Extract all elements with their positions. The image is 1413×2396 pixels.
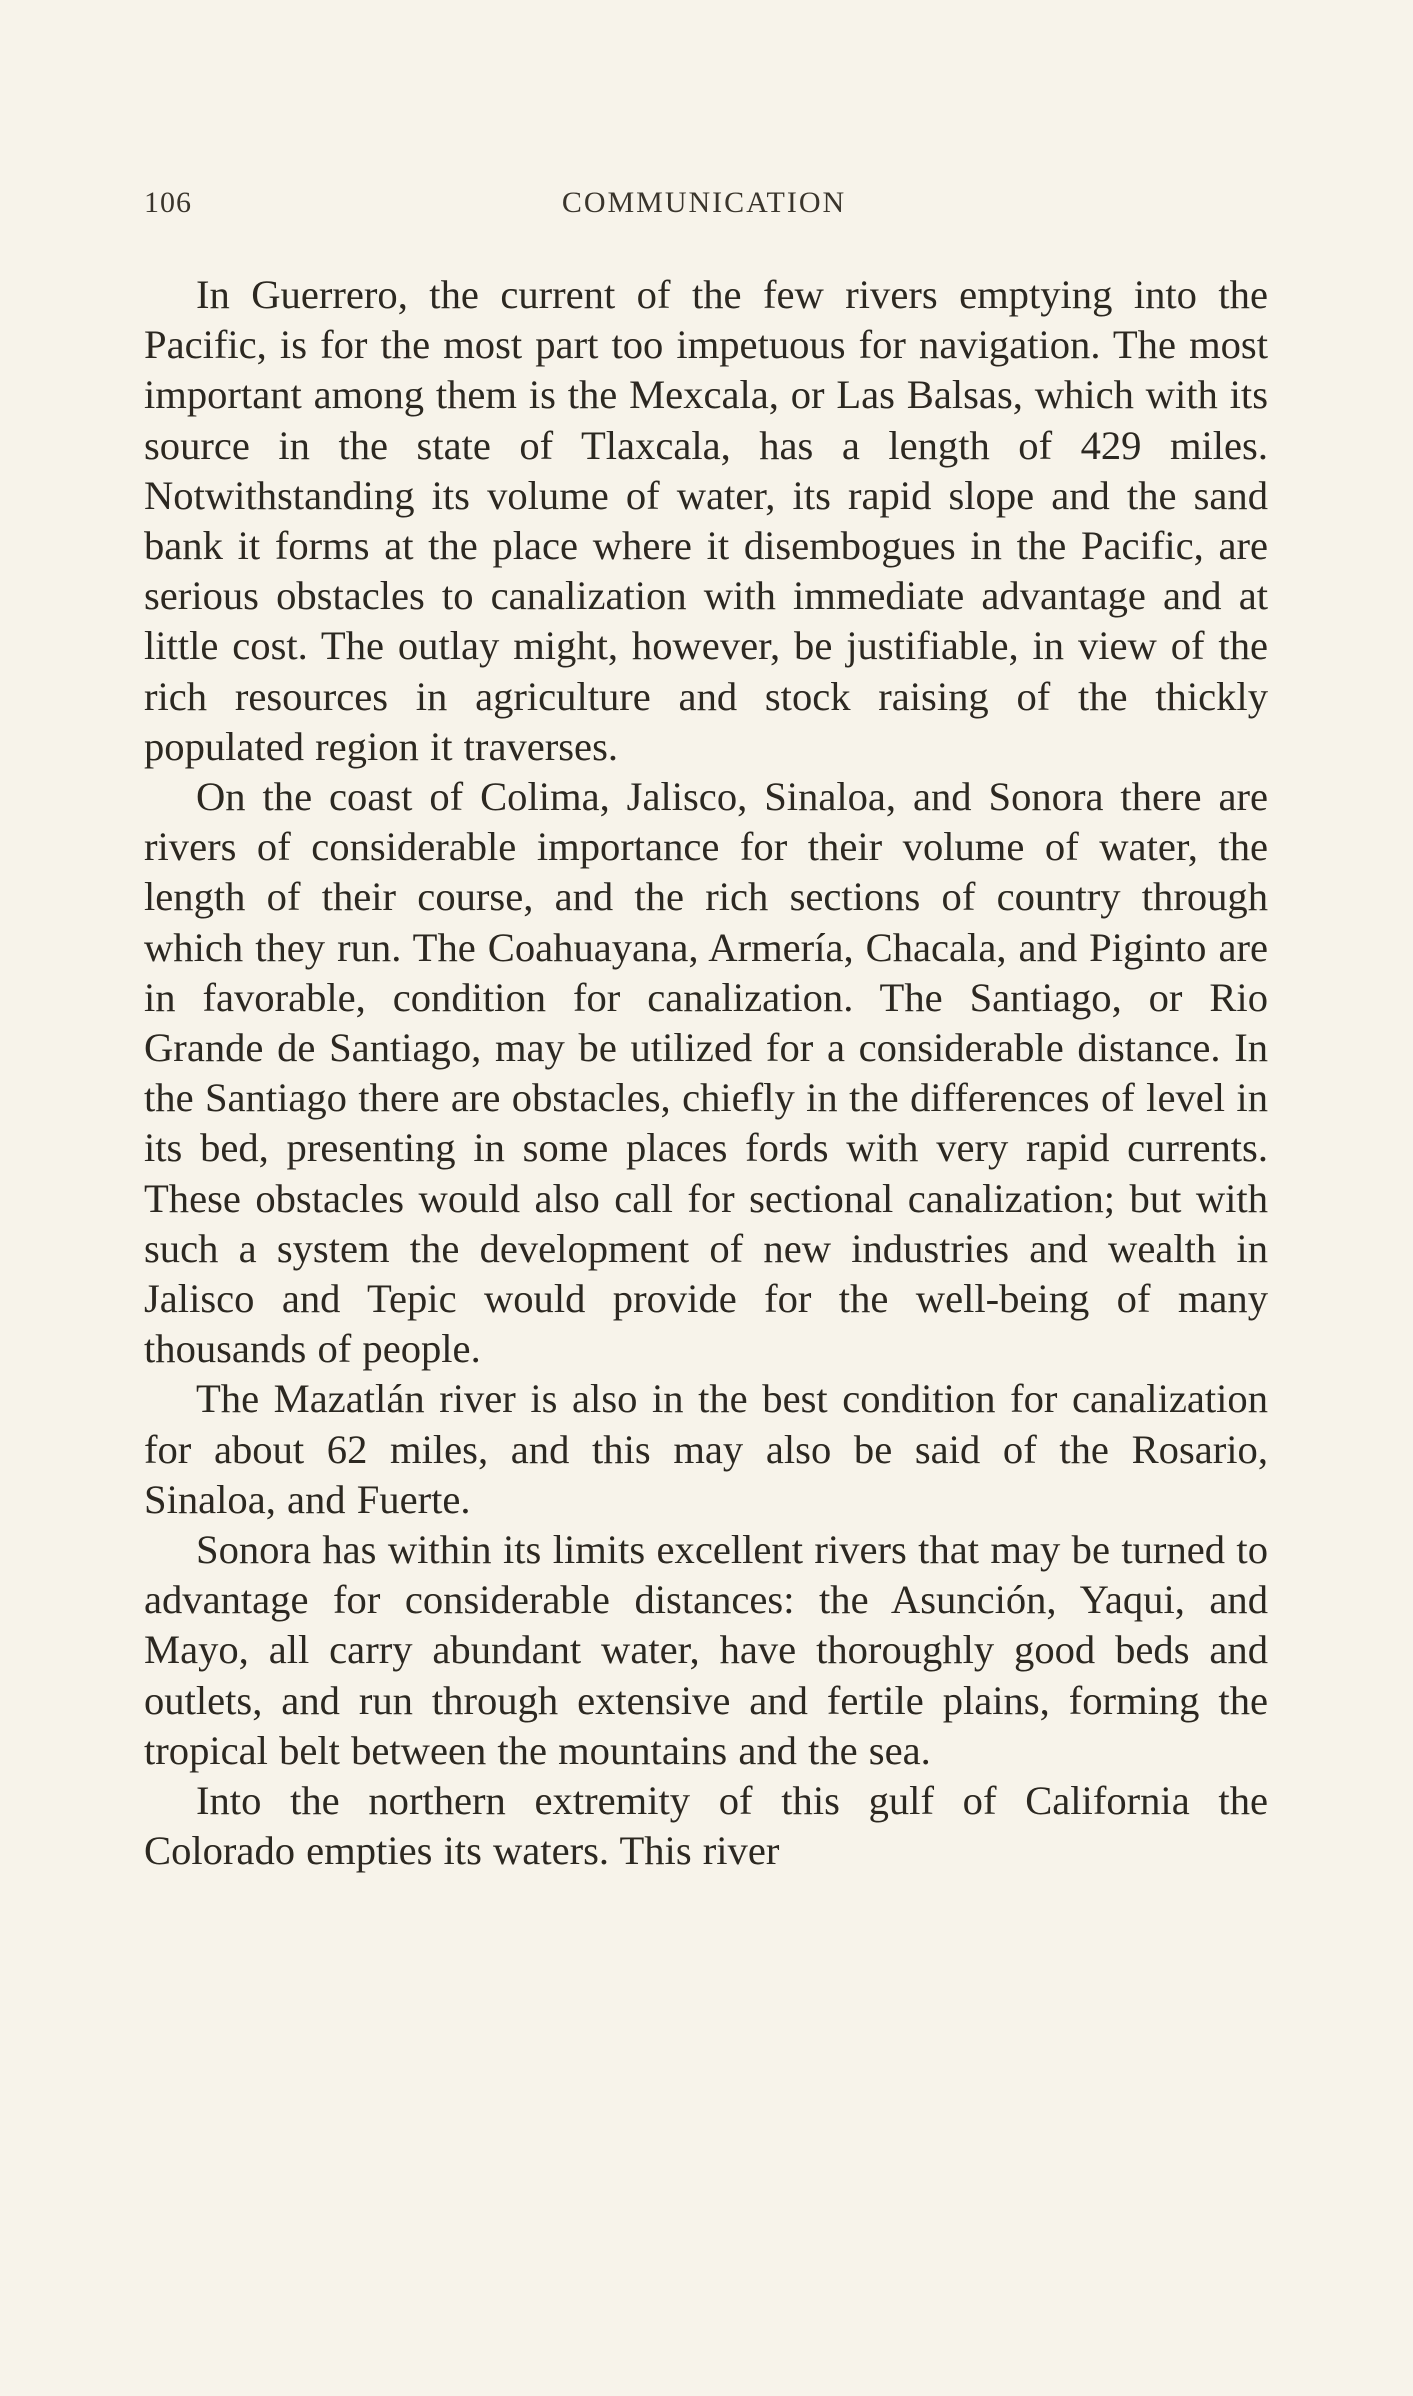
body-text <box>144 270 1268 1877</box>
page-header <box>144 186 1264 236</box>
running-head: COMMUNICATION <box>561 186 847 219</box>
paragraph-colorado: Into the northern extremity of this gulf of California the Colorado empties its waters. This river <box>144 1778 1268 1874</box>
paragraph-guerrero: In Guerrero, the current of the few rivers emptying into the Pacific, is for the most part too impetuous for navigation. The most important among them is the Mexcala, or Las Balsas, which with its source in the state of Tlaxcala, has a length of 429 miles. Notwithstanding its volume of water, its rapid slope and the sand bank it forms at the place where it disembogues in the Pacific, are serious obstacles to canalization with immediate advantage and at little cost. The outlay might, however, be justifiable, in view of the rich resources in agriculture and stock raising of the thickly populated region it traverses. <box>144 272 1268 769</box>
paragraph-colima-coast: On the coast of Colima, Jalisco, Sinaloa, and Sonora there are rivers of considerable importance for their volume of water, the length of their course, and the rich sections of country through which they run. The Coahuayana, Armería, Chacala, and Piginto are in favorable, condition for canalization. The Santiago, or Rio Grande de Santiago, may be utilized for a considerable distance. In the Santiago there are obstacles, chiefly in the differences of level in its bed, presenting in some places fords with very rapid currents. These obstacles would also call for sectional canalization; but with such a system the development of new industries and wealth in Jalisco and Tepic would provide for the well-being of many thousands of people. <box>144 774 1268 1372</box>
page-number: 106 <box>144 186 192 219</box>
paragraph-sonora: Sonora has within its limits excellent rivers that may be turned to advantage for considerable distances: the Asunción, Yaqui, and Mayo, all carry abundant water, have thoroughly good beds and outlets, and run through extensive and fertile plains, forming the tropical belt between the mountains and the sea. <box>144 1527 1268 1773</box>
paragraph-mazatlan: The Mazatlán river is also in the best condition for canalization for about 62 miles, and this may also be said of the Rosario, Sinaloa, and Fuerte. <box>144 1376 1268 1522</box>
